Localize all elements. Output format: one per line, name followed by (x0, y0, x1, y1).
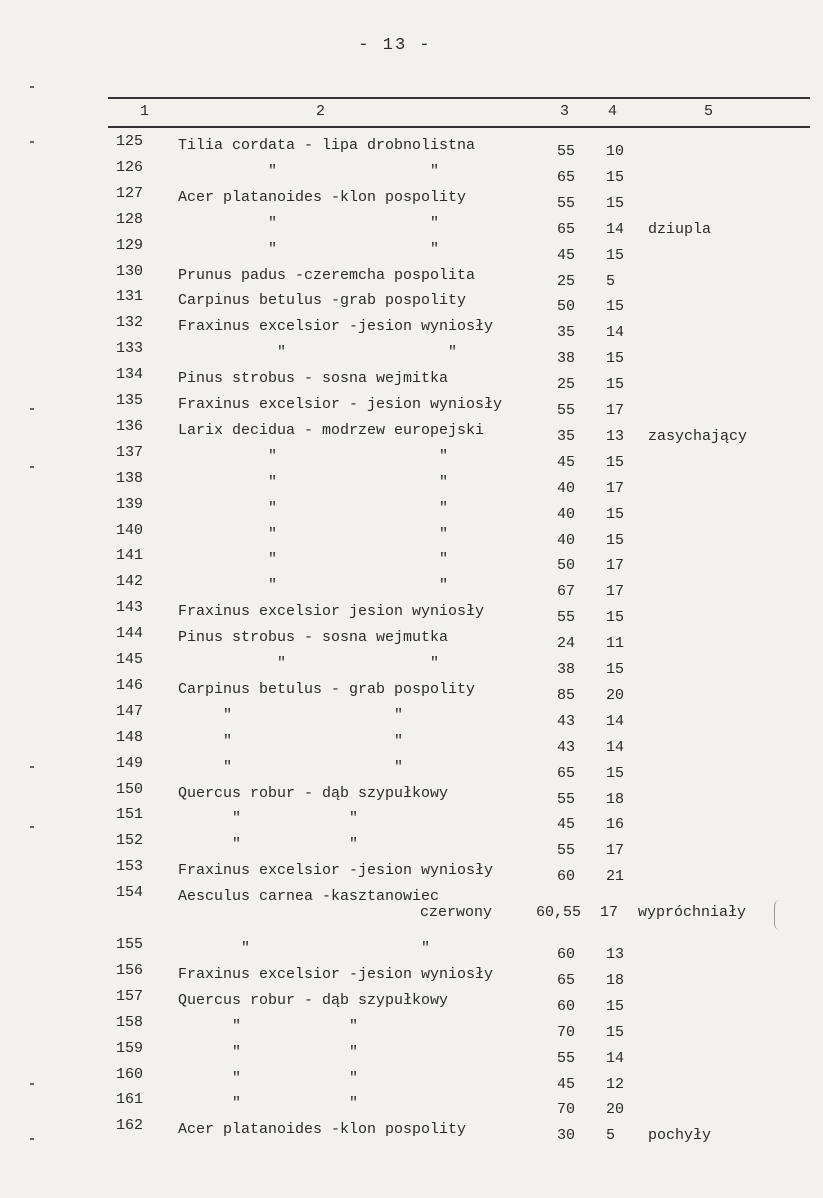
table-row (0, 936, 823, 963)
species-name: Aesculus carnea -kasztanowiec (178, 888, 440, 906)
species-name: Prunus padus -czeremcha pospolita (178, 266, 476, 284)
col3-value: 45 (557, 816, 576, 834)
row-number: 139 (116, 495, 144, 513)
remark: dziupla (648, 220, 712, 238)
row-number: 147 (116, 702, 144, 720)
species-name: Fraxinus excelsior - jesion wyniosły (178, 396, 503, 413)
col3-value: 70 (557, 1023, 576, 1041)
col3-value: 65 (557, 971, 576, 989)
species-name: Acer platanoides -klon pospolity (178, 1121, 467, 1139)
col3-value: 40 (557, 505, 576, 523)
table-row (0, 158, 823, 186)
margin-mark (30, 141, 34, 143)
col4-value: 15 (606, 168, 625, 186)
col4-value: 14 (606, 324, 625, 342)
species-name: " " (178, 240, 440, 258)
row-number: 146 (116, 676, 144, 694)
margin-mark (30, 826, 34, 828)
species-name: " " (178, 706, 404, 724)
page-number: - 13 - (358, 36, 432, 55)
col3-value: 70 (557, 1101, 576, 1119)
row-number: 140 (116, 521, 144, 539)
species-name: Carpinus betulus -grab pospolity (178, 292, 467, 310)
col4-value: 17 (606, 583, 625, 601)
species-name: Larix decidua - modrzew europejski (178, 421, 485, 439)
col3-value: 40 (557, 479, 576, 497)
col3-value: 45 (557, 1075, 576, 1093)
col3-value: 55 (557, 143, 576, 160)
table-header-rule (108, 126, 810, 128)
row-number: 157 (116, 987, 144, 1005)
table-row (0, 210, 823, 238)
species-name: " " (178, 214, 440, 232)
col4-value: 14 (606, 220, 625, 238)
table-row (0, 392, 823, 419)
col3-value: 35 (557, 427, 576, 445)
header-col-4: 4 (608, 103, 618, 120)
col3-value: 67 (557, 583, 576, 601)
species-name: " " (178, 1095, 359, 1113)
row-number: 143 (116, 599, 144, 617)
col3-value: 40 (557, 531, 576, 549)
row-number: 155 (116, 936, 144, 953)
table-row (0, 806, 823, 834)
table-row (0, 987, 823, 1015)
table-row (0, 651, 823, 678)
table-row (0, 443, 823, 471)
col3-value: 65 (557, 764, 576, 782)
row-154-continuation-col5: wypróchniały (638, 904, 747, 921)
row-number: 137 (116, 443, 144, 461)
col3-value: 45 (557, 453, 576, 471)
species-name: Quercus robur - dąb szypułkowy (178, 991, 449, 1009)
col4-value: 5 (606, 1127, 616, 1145)
row-number: 148 (116, 728, 144, 746)
table-row (0, 702, 823, 730)
row-number: 154 (116, 884, 144, 902)
col4-value: 17 (606, 557, 625, 575)
species-name: " " (178, 1017, 359, 1035)
margin-mark (30, 86, 34, 88)
header-col-2: 2 (316, 103, 326, 120)
col3-value: 65 (557, 220, 576, 238)
row-number: 134 (116, 366, 144, 384)
row-number: 125 (116, 133, 144, 150)
species-name: Quercus robur - dąb szypułkowy (178, 784, 449, 802)
col4-value: 18 (606, 971, 625, 989)
species-name: " " (178, 758, 404, 776)
row-number: 133 (116, 340, 144, 358)
species-name: " " (178, 836, 359, 854)
table-row (0, 1039, 823, 1067)
table-row (0, 236, 823, 264)
col3-value: 25 (557, 376, 576, 394)
table-row (0, 469, 823, 497)
species-name: " " (178, 655, 440, 672)
row-number: 128 (116, 210, 144, 228)
table-row (0, 288, 823, 316)
row-number: 162 (116, 1117, 144, 1135)
col3-value: 35 (557, 324, 576, 342)
col3-value: 24 (557, 635, 576, 653)
col4-value: 20 (606, 1101, 625, 1119)
table-row (0, 832, 823, 860)
margin-mark (30, 1138, 34, 1140)
table-row (0, 1091, 823, 1119)
col3-value: 43 (557, 738, 576, 756)
col4-value: 12 (606, 1075, 625, 1093)
table-row (0, 133, 823, 160)
col3-value: 38 (557, 661, 576, 678)
table-row (0, 625, 823, 653)
table-row (0, 1013, 823, 1041)
header-col-5: 5 (704, 103, 714, 120)
species-name: " " (178, 473, 449, 491)
col4-value: 15 (606, 609, 625, 627)
col4-value: 15 (606, 997, 625, 1015)
table-row (0, 599, 823, 627)
table-row (0, 417, 823, 445)
row-number: 160 (116, 1065, 144, 1083)
margin-mark (30, 466, 34, 468)
col4-value: 21 (606, 868, 625, 886)
col4-value: 13 (606, 946, 625, 963)
table-row (0, 858, 823, 886)
table-row (0, 521, 823, 549)
row-number: 150 (116, 780, 144, 798)
col3-value: 60 (557, 946, 576, 963)
species-name: Pinus strobus - sosna wejmutka (178, 629, 449, 647)
row-number: 142 (116, 573, 144, 591)
col3-value: 55 (557, 842, 576, 860)
row-number: 158 (116, 1013, 144, 1031)
col4-value: 10 (606, 143, 625, 160)
table-row (0, 547, 823, 575)
col4-value: 17 (606, 842, 625, 860)
species-name: " " (178, 810, 359, 828)
margin-mark (30, 1083, 34, 1085)
row-number: 156 (116, 961, 144, 979)
row-number: 129 (116, 236, 144, 254)
species-name: " " (178, 577, 449, 595)
table-row (0, 1117, 823, 1145)
col4-value: 15 (606, 350, 625, 368)
table-row (0, 1065, 823, 1093)
col3-value: 65 (557, 168, 576, 186)
col3-value: 45 (557, 246, 576, 264)
col3-value: 30 (557, 1127, 576, 1145)
species-name: Fraxinus excelsior jesion wyniosły (178, 603, 485, 621)
table-top-rule (108, 97, 810, 99)
col4-value: 15 (606, 661, 625, 678)
row-number: 151 (116, 806, 144, 824)
pencil-bracket-mark (774, 900, 783, 930)
row-154-continuation-col3: 60,55 (536, 904, 582, 921)
col4-value: 16 (606, 816, 625, 834)
species-name: " " (178, 344, 458, 362)
row-number: 149 (116, 754, 144, 772)
row-154-continuation-col4: 17 (600, 904, 619, 921)
col3-value: 55 (557, 402, 576, 419)
col3-value: 60 (557, 997, 576, 1015)
table-row (0, 340, 823, 368)
col3-value: 60 (557, 868, 576, 886)
table-row (0, 754, 823, 782)
col4-value: 15 (606, 453, 625, 471)
col4-value: 14 (606, 1049, 625, 1067)
table-row (0, 495, 823, 523)
col3-value: 55 (557, 194, 576, 212)
col4-value: 15 (606, 531, 625, 549)
species-name: " " (178, 447, 449, 465)
col4-value: 15 (606, 194, 625, 212)
species-name: Fraxinus excelsior -jesion wyniosły (178, 318, 494, 336)
row-number: 131 (116, 288, 144, 306)
col4-value: 5 (606, 272, 616, 290)
row-number: 153 (116, 858, 144, 876)
row-number: 141 (116, 547, 144, 565)
col3-value: 50 (557, 298, 576, 316)
table-row (0, 366, 823, 394)
row-number: 136 (116, 417, 144, 435)
col3-value: 43 (557, 712, 576, 730)
col4-value: 15 (606, 1023, 625, 1041)
col4-value: 15 (606, 376, 625, 394)
col4-value: 15 (606, 764, 625, 782)
species-name: " " (178, 1043, 359, 1061)
row-number: 132 (116, 314, 144, 332)
table-row (0, 676, 823, 704)
species-name: " " (178, 732, 404, 750)
row-number: 138 (116, 469, 144, 487)
col3-value: 55 (557, 790, 576, 808)
species-name: " " (178, 940, 431, 957)
row-number: 152 (116, 832, 144, 850)
col4-value: 15 (606, 298, 625, 316)
col4-value: 15 (606, 246, 625, 264)
row-154-continuation-name: czerwony (420, 904, 493, 921)
row-number: 159 (116, 1039, 144, 1057)
col3-value: 50 (557, 557, 576, 575)
col3-value: 38 (557, 350, 576, 368)
table-row (0, 961, 823, 989)
header-col-3: 3 (560, 103, 570, 120)
margin-mark (30, 766, 34, 768)
species-name: Carpinus betulus - grab pospolity (178, 680, 476, 698)
table-row (0, 314, 823, 342)
row-number: 145 (116, 651, 144, 668)
col4-value: 13 (606, 427, 625, 445)
species-name: " " (178, 162, 440, 180)
col4-value: 20 (606, 686, 625, 704)
table-row (0, 262, 823, 290)
row-number: 135 (116, 392, 144, 409)
species-name: " " (178, 1069, 359, 1087)
row-number: 126 (116, 158, 144, 176)
col4-value: 18 (606, 790, 625, 808)
table-row (0, 184, 823, 212)
species-name: Fraxinus excelsior -jesion wyniosły (178, 965, 494, 983)
col3-value: 25 (557, 272, 576, 290)
remark: pochyły (648, 1127, 712, 1145)
table-row (0, 728, 823, 756)
col3-value: 55 (557, 609, 576, 627)
col4-value: 14 (606, 712, 625, 730)
species-name: " " (178, 499, 449, 517)
row-number: 144 (116, 625, 144, 643)
remark: zasychający (648, 427, 748, 445)
col4-value: 17 (606, 479, 625, 497)
col4-value: 11 (606, 635, 625, 653)
species-name: Acer platanoides -klon pospolity (178, 188, 467, 206)
species-name: Fraxinus excelsior -jesion wyniosły (178, 862, 494, 880)
col3-value: 55 (557, 1049, 576, 1067)
margin-mark (30, 408, 34, 410)
col4-value: 15 (606, 505, 625, 523)
table-row (0, 780, 823, 808)
table-row (0, 573, 823, 601)
col3-value: 85 (557, 686, 576, 704)
header-col-1: 1 (140, 103, 150, 120)
row-number: 127 (116, 184, 144, 202)
species-name: Pinus strobus - sosna wejmitka (178, 370, 449, 388)
col4-value: 14 (606, 738, 625, 756)
species-name: " " (178, 551, 449, 569)
row-number: 130 (116, 262, 144, 280)
row-number: 161 (116, 1091, 144, 1109)
col4-value: 17 (606, 402, 625, 419)
species-name: Tilia cordata - lipa drobnolistna (178, 137, 476, 154)
species-name: " " (178, 525, 449, 543)
